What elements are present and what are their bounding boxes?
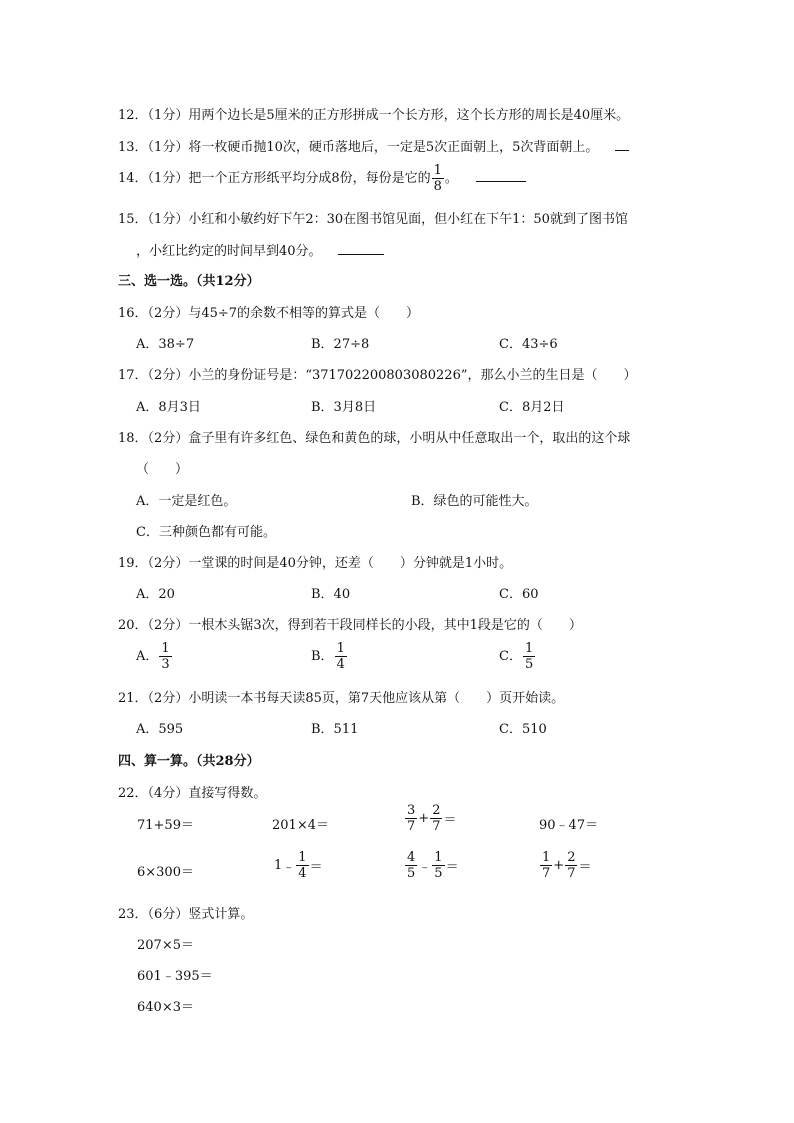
equals-sign: ＝	[445, 860, 459, 875]
calc-expression: 207×5＝	[137, 938, 194, 953]
question-19: 19．（2分）一堂课的时间是40分钟，还差（ ）分钟就是1小时。	[118, 556, 513, 571]
fraction	[523, 642, 535, 671]
question-13	[118, 136, 629, 155]
option-a[interactable]: A．595	[136, 722, 184, 737]
option-c[interactable]: C．510	[499, 722, 547, 737]
fraction	[335, 642, 347, 671]
option-b[interactable]: B．511	[311, 722, 359, 737]
equals-sign: ＝	[443, 813, 457, 828]
calc-expression: 201×4＝	[272, 818, 329, 833]
calc-expression-fraction	[539, 851, 591, 880]
fraction-numerator: 1	[161, 641, 170, 656]
fraction-numerator: 1	[524, 641, 534, 656]
operator: +	[418, 811, 430, 826]
question-14	[118, 164, 526, 193]
option-a[interactable]: A．8月3日	[136, 400, 201, 415]
fraction	[296, 851, 308, 880]
option-b[interactable]: B．27÷8	[311, 337, 370, 352]
calc-expression: 71+59＝	[137, 818, 194, 833]
equals-sign: ＝	[578, 860, 592, 875]
equals-sign: ＝	[309, 860, 323, 875]
question-13-text: 13．（1分）将一枚硬币抛10次，硬币落地后，一定是5次正面朝上，5次背面朝上。	[118, 140, 599, 155]
section-title-4: 四、算一算。（共28分）	[118, 754, 260, 769]
fraction	[405, 804, 417, 833]
question-23: 23．（6分）竖式计算。	[118, 907, 254, 922]
option-c[interactable]: C．43÷6	[499, 337, 558, 352]
calc-expression: 90﹣47＝	[539, 818, 599, 833]
question-12-text: 12．（1分）用两个边长是5厘米的正方形拼成一个长方形，这个长方形的周长是40厘米。	[118, 108, 630, 123]
option-b[interactable]: B．40	[311, 587, 351, 602]
option-b[interactable]: B．3月8日	[311, 400, 377, 415]
calc-expression-fraction	[274, 851, 323, 880]
fraction	[405, 851, 417, 880]
fraction-numerator: 1	[434, 850, 443, 865]
question-21: 21．（2分）小明读一本书每天读85页，第7天他应该从第（ ）页开始读。	[118, 691, 565, 706]
option-label: A．	[136, 649, 159, 664]
fraction-numerator: 3	[407, 803, 416, 818]
fraction-numerator: 2	[567, 850, 576, 865]
fraction-denominator: 7	[542, 866, 551, 881]
fraction-denominator: 7	[567, 866, 576, 881]
question-17: 17．（2分）小兰的身份证号是：“371702200803080226”，那么小兰的生日是（ ）	[118, 368, 637, 383]
fraction	[159, 642, 171, 671]
fraction-numerator: 1	[542, 850, 551, 865]
fraction-denominator: 7	[432, 819, 441, 834]
question-14-text: 14．（1分）把一个正方形纸平均分成8份，每份是它的	[118, 171, 431, 186]
option-a[interactable]: A．一定是红色。	[136, 494, 237, 509]
question-18-line2: （ ）	[136, 462, 189, 477]
option-a[interactable]: A．38÷7	[136, 337, 195, 352]
question-15-text-cont: ，小红比约定的时间早到40分。	[136, 244, 322, 259]
fraction	[430, 804, 442, 833]
calc-expression: 601﹣395＝	[137, 969, 213, 984]
question-22: 22．（4分）直接写得数。	[118, 786, 267, 801]
fraction-denominator: 5	[434, 866, 443, 881]
answer-blank[interactable]	[615, 138, 629, 151]
answer-blank[interactable]	[338, 242, 384, 255]
fraction	[432, 851, 444, 880]
question-20: 20．（2分）一根木头锯3次，得到若干段同样长的小段，其中1段是它的（ ）	[118, 618, 582, 633]
calc-expression: 6×300＝	[137, 865, 194, 880]
option-c[interactable]: C．8月2日	[499, 400, 565, 415]
fraction-numerator: 4	[407, 850, 416, 865]
fraction-denominator: 8	[433, 179, 442, 194]
fraction-denominator: 3	[161, 657, 170, 672]
section-title-3: 三、选一选。（共12分）	[118, 274, 260, 289]
option-c[interactable]	[499, 642, 536, 671]
option-b[interactable]	[311, 642, 348, 671]
option-label: B．	[311, 649, 334, 664]
fraction-denominator: 4	[336, 657, 345, 672]
fraction-numerator: 1	[298, 850, 307, 865]
answer-blank[interactable]	[476, 169, 526, 182]
operator: ﹣	[418, 860, 432, 875]
option-b[interactable]: B．绿色的可能性大。	[411, 494, 538, 509]
calc-expression: 640×3＝	[137, 1000, 194, 1015]
operator: ﹣	[282, 860, 296, 875]
calc-expression-fraction	[404, 851, 459, 880]
question-18-line1: 18．（2分）盒子里有许多红色、绿色和黄色的球，小明从中任意取出一个，取出的这个球	[118, 431, 631, 446]
calc-expression-fraction	[404, 804, 456, 833]
question-15-line1	[118, 208, 628, 227]
option-a[interactable]: A．20	[136, 587, 175, 602]
fraction-denominator: 4	[298, 866, 307, 881]
whole-number: 1	[274, 858, 283, 873]
question-12	[118, 104, 629, 123]
fraction-numerator: 2	[432, 803, 441, 818]
option-c[interactable]: C．60	[499, 587, 539, 602]
fraction-denominator: 7	[407, 819, 416, 834]
fraction	[432, 164, 444, 193]
question-15-text: 15．（1分）小红和小敏约好下午2：30在图书馆见面，但小红在下午1：50就到了图书馆	[118, 212, 628, 227]
fraction-denominator: 5	[524, 657, 534, 672]
fraction-numerator: 1	[336, 641, 345, 656]
option-c[interactable]: C．三种颜色都有可能。	[136, 525, 276, 540]
fraction	[565, 851, 577, 880]
option-a[interactable]	[136, 642, 173, 671]
question-16: 16．（2分）与45÷7的余数不相等的算式是（ ）	[118, 306, 420, 321]
option-label: C．	[499, 649, 522, 664]
question-15-line2	[136, 240, 384, 259]
operator: +	[553, 858, 565, 873]
fraction-denominator: 5	[407, 866, 416, 881]
question-14-end: 。	[444, 171, 458, 186]
fraction-numerator: 1	[433, 163, 442, 178]
fraction	[540, 851, 552, 880]
